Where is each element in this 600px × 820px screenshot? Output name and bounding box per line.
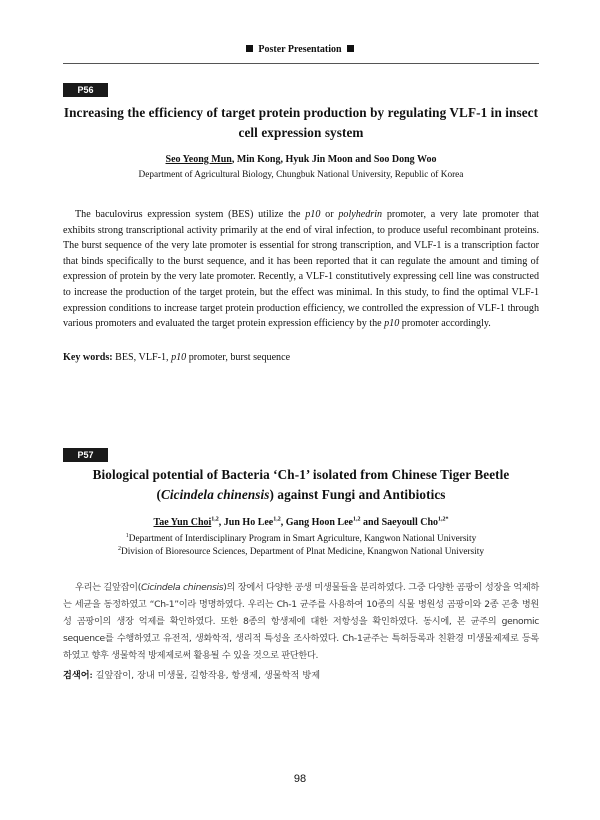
- p57-title-line2: [63, 485, 539, 505]
- header-label: Poster Presentation: [258, 44, 342, 55]
- p57-title-text: (: [156, 487, 161, 502]
- p56-presenting-author: Seo Yeong Mun: [165, 154, 232, 165]
- p57-abstract-text: 우리는 길앞잡이(: [75, 582, 141, 593]
- p56-affiliation: Department of Agricultural Biology, Chungbuk National University, Republic of Korea: [138, 170, 464, 180]
- p56-keywords-label: Key words:: [63, 352, 113, 363]
- p57-keywords-text: 길앞잡이, 장내 미생물, 길항작용, 항생제, 생물학적 방제: [92, 670, 321, 681]
- p57-authors: [63, 517, 539, 528]
- p56-title-line2: cell expression system: [238, 125, 364, 140]
- p56-abstract-italic: polyhedrin: [338, 209, 383, 220]
- p57-abstract: [63, 579, 539, 664]
- poster-badge-p57: P57: [63, 448, 108, 462]
- author-superscript: 1,2*: [438, 516, 449, 523]
- p57-abstract-text: )의 장에서 다양한 공생 미생물들을 분리하였다. 그중 다양한 곰팡이 성장을 억제하는 세균을 동정하였고 “Ch-1”이라 명명하였다. 우리는 Ch-1 균주를 사용하여 10종의 식물 병원성 곰팡이와 2종 곤충 병원성 곰팡이의 생장 억제를 확인하였다. 또한 8종의 항생제에 대한 저항성을 확인하였다. 동시에, 본 균주의 genomic sequence를 수행하였고 유전적, 생화학적, 생리적 특성을 조사하였다. Ch-1균주는 특허등록과 친환경 미생물제제로 등록하였고 향후 생물학적 방제제로써 활용될 수 있을 것으로 판단한다.: [63, 582, 539, 661]
- p56-co-authors: , Min Kong, Hyuk Jin Moon and Soo Dong Woo: [231, 154, 437, 165]
- p56-abstract-text: promoter accordingly.: [399, 318, 491, 330]
- p57-presenting-author: Tae Yun Choi: [153, 517, 212, 528]
- p56-title-line1: Increasing the efficiency of target protein production by regulating VLF-1 in insect: [63, 105, 539, 120]
- p56-keywords-italic: p10: [171, 352, 187, 363]
- square-bullet-icon: [246, 45, 253, 52]
- p57-co-author: , Gang Hoon Lee: [280, 517, 353, 528]
- p57-title-italic: Cicindela chinensis: [160, 487, 270, 502]
- p57-co-author: and Saeyoull Cho: [360, 517, 439, 528]
- p57-abstract-italic: Cicindela chinensis: [141, 582, 224, 593]
- p56-abstract-text: promoter, a very late promoter that exhibits strong transcriptional activity primarily at the end of viral infection, to produce useful recombinant proteins. The burst sequence of the very late promoter is essential for strong transcription, and VLF-1 is a transcription factor that binds specifically to the burst sequence, and it has been reported that it can regulate the amount and timing of expression of protein by the very late promoter. Recently, a VLF-1 constitutively expressing cell line was constructed to increase the production of the target protein, but the effect was minimal. In this study, to find the optimal VLF-1 expression conditions to increase target protein production efficiency, we controlled the expression of VLF-1 through various promoters and evaluated the target protein expression efficiency by the: [63, 209, 539, 330]
- p56-title: [63, 103, 539, 143]
- p56-abstract-text: The baculovirus expression system (BES) utilize the: [75, 209, 306, 220]
- affil-superscript: 2: [117, 545, 121, 552]
- p56-keywords-text: promoter, burst sequence: [186, 352, 291, 363]
- square-bullet-icon: [347, 45, 354, 52]
- p56-abstract-text: or: [320, 209, 339, 220]
- p57-affiliation-text: Department of Interdisciplinary Program in Smart Agriculture, Kangwon National University: [128, 534, 477, 544]
- p57-co-author: , Jun Ho Lee: [218, 517, 274, 528]
- author-superscript: 1,2: [211, 516, 219, 523]
- author-superscript: 1,2: [273, 516, 281, 523]
- p57-title: [63, 465, 539, 505]
- p56-abstract-italic: p10: [305, 209, 321, 220]
- p57-affiliation-2: [63, 546, 539, 559]
- p56-abstract: [63, 207, 539, 332]
- p56-authors: [63, 154, 539, 165]
- p57-affiliation-1: [63, 533, 539, 546]
- p57-affiliation-text: Division of Bioresource Sciences, Department of Plnat Medicine, Knangwon National University: [120, 546, 484, 557]
- p57-keywords-label: 검색어:: [63, 670, 93, 680]
- p56-keywords-text: BES, VLF-1,: [112, 352, 172, 363]
- affil-superscript: 1: [125, 532, 129, 539]
- p57-title-line1: Biological potential of Bacteria ‘Ch-1’ isolated from Chinese Tiger Beetle: [92, 467, 510, 482]
- author-superscript: 1,2: [352, 516, 361, 523]
- p56-keywords: [63, 352, 539, 363]
- p57-affiliations: [63, 533, 539, 558]
- header-rule: [63, 63, 539, 64]
- p56-abstract-italic: p10: [384, 318, 400, 330]
- running-header: [0, 44, 600, 55]
- p57-title-text: ) against Fungi and Antibiotics: [269, 487, 446, 502]
- p57-keywords: [63, 667, 539, 681]
- poster-badge-p56: P56: [63, 83, 108, 97]
- page-number: 98: [293, 773, 307, 785]
